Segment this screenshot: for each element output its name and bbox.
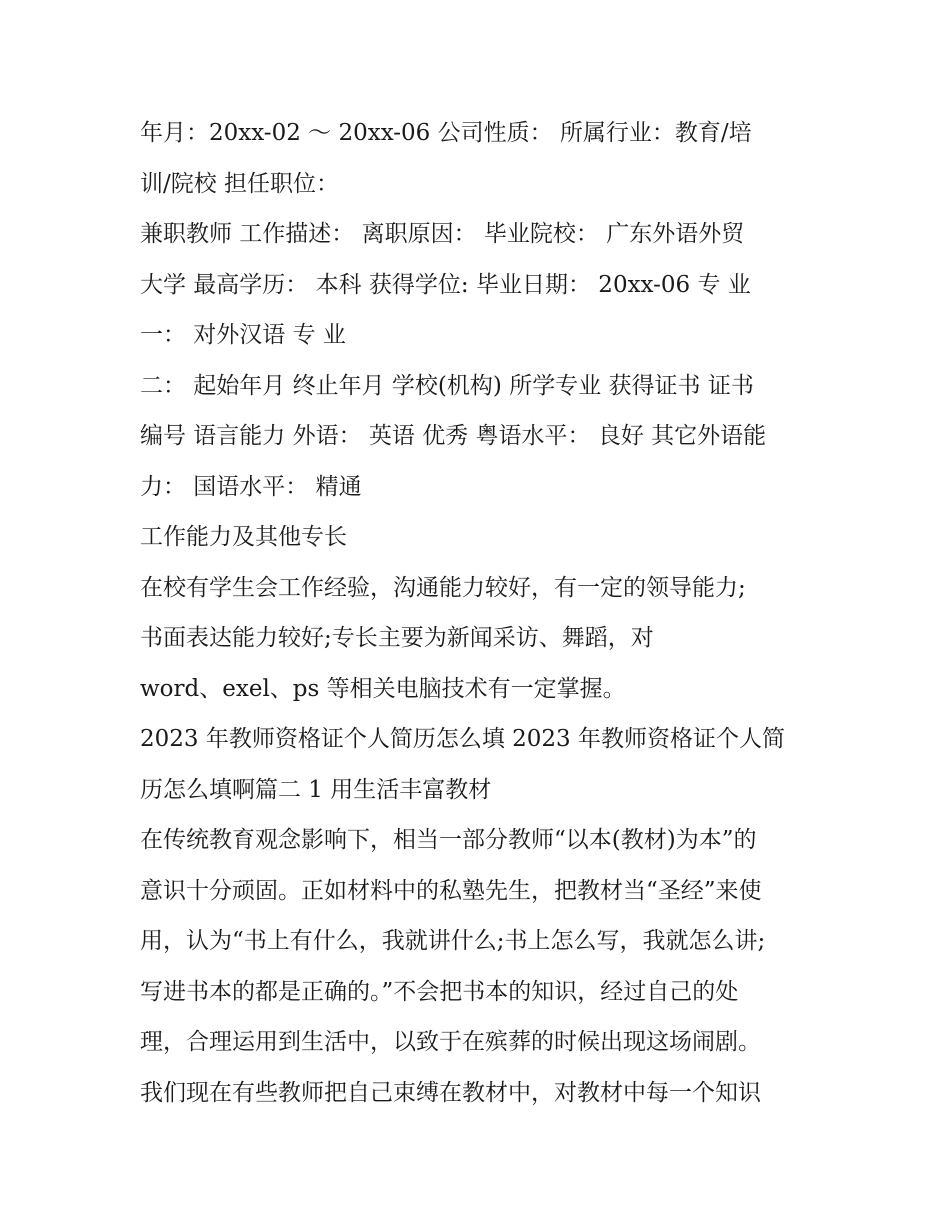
text-line: 兼职教师 工作描述： 离职原因： 毕业院校： 广东外语外贸 bbox=[140, 221, 745, 247]
text-line: 一： 对外汉语 专 业 bbox=[140, 322, 346, 348]
text-line: 在校有学生会工作经验，沟通能力较好，有一定的领导能力; bbox=[140, 574, 746, 601]
text-line: 写进书本的都是正确的。”不会把书本的知识，经过自己的处 bbox=[140, 978, 739, 1005]
text-line: 我们现在有些教师把自己束缚在教材中，对教材中每一个知识 bbox=[140, 1079, 761, 1106]
text-line: 力： 国语水平： 精通 bbox=[140, 473, 362, 500]
text-line: 编号 语言能力 外语： 英语 优秀 粤语水平： 良好 其它外语能 bbox=[140, 423, 767, 449]
document-body bbox=[140, 108, 830, 1118]
text-line: 二： 起始年月 终止年月 学校(机构) 所学专业 获得证书 证书 bbox=[140, 372, 754, 399]
text-line: 2023 年教师资格证个人简历怎么填 2023 年教师资格证个人简 bbox=[140, 726, 785, 752]
text-line: 书面表达能力较好;专长主要为新闻采访、舞蹈，对 bbox=[140, 625, 654, 651]
text-line: 历怎么填啊篇二 1 用生活丰富教材 bbox=[140, 776, 492, 803]
text-line: 年月：20xx-02 ～ 20xx-06 公司性质： 所属行业：教育/培 bbox=[140, 120, 752, 146]
text-line: 意识十分顽固。正如材料中的私塾先生，把教材当“圣经”来使 bbox=[140, 877, 762, 904]
section-heading: 工作能力及其他专长 bbox=[140, 524, 347, 550]
text-line: 训/院校 担任职位： bbox=[140, 170, 340, 197]
text-line: 大学 最高学历： 本科 获得学位: 毕业日期： 20xx-06 专 业 bbox=[140, 271, 751, 298]
text-line: 用，认为“书上有什么，我就讲什么;书上怎么写，我就怎么讲; bbox=[140, 928, 766, 954]
text-line: word、exel、ps 等相关电脑技术有一定掌握。 bbox=[140, 675, 626, 702]
text-line: 理，合理运用到生活中，以致于在殡葬的时候出现这场闹剧。 bbox=[140, 1029, 761, 1055]
text-line: 在传统教育观念影响下，相当一部分教师“以本(教材)为本”的 bbox=[140, 827, 757, 853]
